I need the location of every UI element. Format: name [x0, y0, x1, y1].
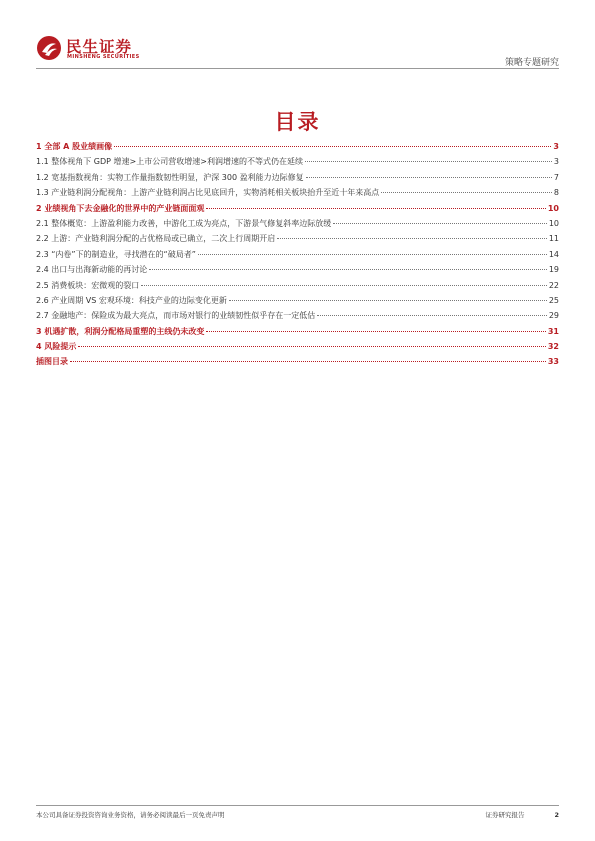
toc-entry-page: 10 [547, 203, 559, 213]
toc-dot-leader [70, 361, 546, 362]
toc-dot-leader [305, 161, 552, 162]
toc-entry-page: 3 [553, 142, 559, 151]
toc-entry-page: 14 [548, 249, 559, 259]
toc-subsection-entry[interactable] [36, 264, 559, 279]
brand-name-cn: 民生证券 [66, 38, 133, 56]
toc-subsection-entry[interactable] [36, 172, 559, 187]
toc-subsection-entry[interactable] [36, 233, 559, 248]
toc-entry-title: 插图目录 [36, 357, 68, 367]
toc-entry-page: 3 [553, 157, 559, 167]
toc-section-entry[interactable] [36, 203, 559, 218]
toc-entry-title: 2.3 “内卷”下的制造业，寻找潜在的“破局者” [36, 249, 196, 259]
toc-entry-page: 11 [548, 234, 559, 244]
toc-entry-title: 1 全部 A 股业绩画像 [36, 142, 113, 151]
toc-entry-title: 2.5 消费板块：宏微观的裂口 [36, 280, 140, 290]
toc-dot-leader [198, 254, 547, 255]
footer-info [485, 810, 559, 819]
toc-subsection-entry[interactable] [36, 295, 559, 310]
table-of-contents [36, 141, 559, 372]
toc-entry-title: 2.2 上游：产业链利润分配的占优格局或已确立，二次上行周期开启 [36, 234, 276, 244]
toc-dot-leader [333, 223, 547, 224]
toc-entry-title: 2.1 整体概览：上游盈利能力改善，中游化工成为亮点，下游景气修复斜率边际放缓 [36, 218, 332, 228]
toc-entry-title: 1.1 整体视角下 GDP 增速>上市公司营收增速>利润增速的不等式仍在延续 [36, 157, 303, 167]
toc-entry-title: 1.3 产业链利润分配视角：上游产业链利润占比见底回升，实物消耗相关板块抬升至近十年来高点 [36, 188, 380, 198]
toc-dot-leader [206, 331, 546, 332]
toc-entry-page: 25 [548, 295, 559, 305]
toc-entry-title: 3 机遇扩散，利润分配格局重塑的主线仍未改变 [36, 326, 205, 336]
toc-subsection-entry[interactable] [36, 310, 559, 325]
toc-dot-leader [317, 315, 547, 316]
toc-entry-page: 31 [547, 326, 559, 336]
toc-dot-leader [78, 346, 546, 347]
toc-section-entry[interactable] [36, 341, 559, 356]
toc-dot-leader [141, 285, 547, 286]
footer-disclaimer: 本公司具备证券投资咨询业务资格，请务必阅读最后一页免责声明 [36, 811, 225, 819]
toc-section-entry[interactable] [36, 326, 559, 341]
toc-subsection-entry[interactable] [36, 249, 559, 264]
toc-dot-leader [149, 269, 547, 270]
toc-dot-leader [306, 177, 552, 178]
toc-dot-leader [114, 146, 551, 147]
toc-entry-page: 19 [548, 265, 559, 275]
toc-entry-page: 7 [553, 172, 559, 182]
page-header [36, 33, 559, 69]
toc-subsection-entry[interactable] [36, 187, 559, 202]
toc-entry-title: 2.7 金融地产：保险成为最大亮点，而市场对银行的业绩韧性似乎存在一定低估 [36, 311, 316, 321]
toc-subsection-entry[interactable] [36, 156, 559, 171]
toc-dot-leader [229, 300, 547, 301]
toc-section-entry[interactable] [36, 356, 559, 371]
header-divider [36, 68, 559, 69]
toc-section-entry[interactable] [36, 141, 559, 156]
toc-entry-title: 2 业绩视角下去金融化的世界中的产业链面面观 [36, 203, 205, 213]
toc-subsection-entry[interactable] [36, 280, 559, 295]
page-title: 目录 [274, 110, 321, 134]
toc-entry-page: 10 [548, 218, 559, 228]
brand-name-en: MINSHENG SECURITIES [67, 54, 140, 60]
toc-subsection-entry[interactable] [36, 218, 559, 233]
footer-divider [36, 805, 559, 806]
toc-entry-page: 22 [548, 280, 559, 290]
minsheng-logo-icon [36, 35, 62, 61]
toc-entry-page: 8 [553, 188, 559, 198]
toc-entry-page: 32 [547, 342, 559, 352]
toc-dot-leader [381, 192, 552, 193]
toc-entry-title: 2.6 产业周期 VS 宏观环境：科技产业的边际变化更新 [36, 295, 227, 305]
footer-page-number: 2 [554, 811, 559, 819]
toc-entry-title: 2.4 出口与出海新动能的再讨论 [36, 265, 148, 275]
footer-doc-type: 证券研究报告 [485, 811, 525, 819]
toc-entry-title: 4 风险提示 [36, 342, 77, 352]
report-type-label: 策略专题研究 [504, 58, 559, 68]
toc-entry-page: 29 [548, 311, 559, 321]
toc-entry-page: 33 [547, 357, 559, 367]
toc-dot-leader [206, 208, 546, 209]
toc-entry-title: 1.2 宽基指数视角：实物工作量指数韧性明显，沪深 300 盈利能力边际修复 [36, 172, 304, 182]
toc-dot-leader [277, 238, 547, 239]
